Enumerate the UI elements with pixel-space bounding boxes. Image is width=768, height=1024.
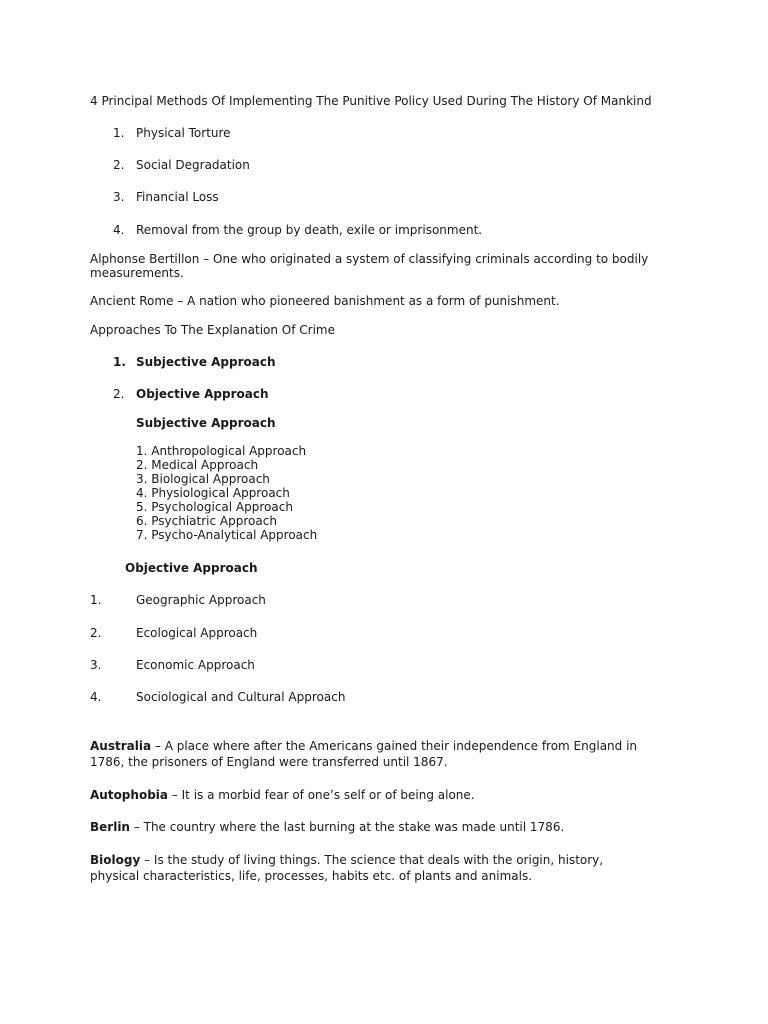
term-label: Australia	[90, 739, 152, 753]
list-text: Physical Torture	[136, 126, 231, 140]
list-number: 4.	[90, 690, 102, 704]
list-item: 5. Psychological Approach	[136, 500, 293, 514]
term-berlin	[90, 819, 650, 835]
term-label: Autophobia	[90, 788, 168, 802]
list-text: Geographic Approach	[136, 593, 266, 607]
list-text: Ecological Approach	[136, 626, 258, 640]
list-number: 1.	[113, 355, 126, 369]
list-item: 3. Biological Approach	[136, 472, 270, 486]
list-text: Sociological and Cultural Approach	[136, 690, 346, 704]
list-number: 1.	[90, 593, 102, 607]
list-text: Subjective Approach	[136, 355, 276, 369]
objective-heading: Objective Approach	[125, 561, 258, 575]
list-number: 4.	[113, 223, 125, 237]
term-definition: – It is a morbid fear of one’s self or of being alone.	[168, 788, 475, 802]
approaches-heading: Approaches To The Explanation Of Crime	[90, 323, 335, 337]
term-biology	[90, 852, 650, 884]
list-number: 3.	[113, 190, 125, 204]
list-item: 6. Psychiatric Approach	[136, 514, 277, 528]
term-definition: – A place where after the Americans gained their independence from England in 1786, the prisoners of England were transferred until 1867.	[90, 739, 638, 769]
list-text: Objective Approach	[136, 387, 269, 401]
term-label: Biology	[90, 853, 141, 867]
list-text: Social Degradation	[136, 158, 250, 172]
rome-paragraph: Ancient Rome – A nation who pioneered banishment as a form of punishment.	[90, 294, 560, 308]
list-text: Removal from the group by death, exile or imprisonment.	[136, 223, 483, 237]
list-text: Financial Loss	[136, 190, 219, 204]
list-number: 1.	[113, 126, 125, 140]
list-item: 7. Psycho-Analytical Approach	[136, 528, 318, 542]
list-number: 2.	[90, 626, 102, 640]
list-number: 2.	[113, 158, 125, 172]
bertillon-paragraph: Alphonse Bertillon – One who originated a system of classifying criminals according to bodily measurements.	[90, 252, 649, 280]
punitive-methods-heading: 4 Principal Methods Of Implementing The Punitive Policy Used During The History Of Mankind	[90, 94, 652, 108]
term-definition: – The country where the last burning at the stake was made until 1786.	[129, 820, 565, 834]
term-definition: – Is the study of living things. The science that deals with the origin, history, physical characteristics, life, processes, habits etc. of plants and animals.	[90, 853, 604, 883]
subjective-heading: Subjective Approach	[136, 416, 276, 430]
term-label: Berlin	[90, 820, 130, 834]
term-australia	[90, 738, 650, 770]
list-text: Economic Approach	[136, 658, 255, 672]
list-item: 1. Anthropological Approach	[136, 444, 307, 458]
list-item: 4. Physiological Approach	[136, 486, 290, 500]
list-item: 2. Medical Approach	[136, 458, 259, 472]
term-autophobia	[90, 787, 650, 803]
list-number: 2.	[113, 387, 125, 401]
list-number: 3.	[90, 658, 102, 672]
